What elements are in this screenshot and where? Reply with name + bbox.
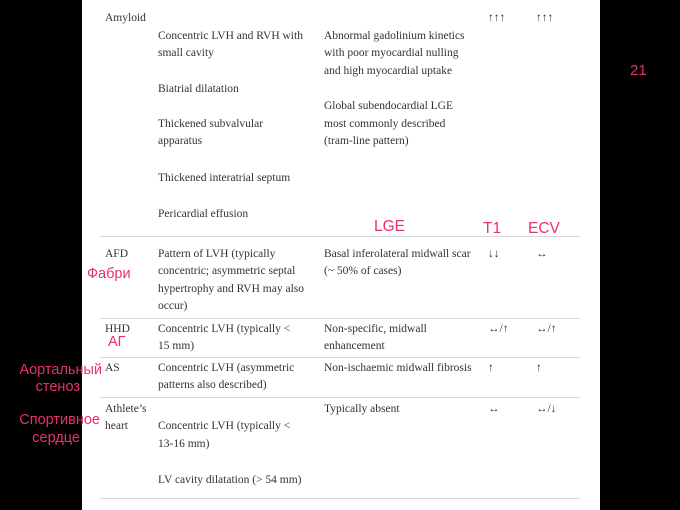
t1-value: ↑↑↑: [488, 12, 506, 24]
ecv-value: ↔/↑: [536, 323, 557, 335]
feature-text: Thickened interatrial septum: [158, 172, 291, 184]
t1-value: ↔: [488, 403, 500, 415]
ecv-value: ↔: [536, 248, 548, 260]
disease-hhd: HHD: [105, 323, 130, 335]
lge-text: (tram-line pattern): [324, 135, 409, 147]
lge-text: most commonly described: [324, 118, 446, 130]
annotation-athlete-heart: Спортивное: [19, 412, 100, 428]
t1-value: ↔/↑: [488, 323, 509, 335]
lge-text: and high myocardial uptake: [324, 65, 453, 77]
lge-text: enhancement: [324, 340, 385, 352]
disease-as: AS: [105, 362, 120, 374]
annotation-aortic-stenosis: Аортальный: [19, 362, 102, 378]
feature-text: Thickened subvalvular: [158, 118, 264, 130]
disease-amyloid: Amyloid: [105, 12, 146, 24]
ecv-value: ↑: [536, 362, 542, 374]
feature-text: occur): [158, 300, 188, 312]
annotation-fabry: Фабри: [87, 266, 131, 282]
feature-text: LV cavity dilatation (> 54 mm): [158, 474, 302, 486]
row-divider: [100, 236, 580, 237]
feature-text: concentric; asymmetric septal: [158, 265, 296, 277]
disease-athlete: heart: [105, 420, 128, 432]
t1-value: ↓↓: [488, 248, 500, 260]
lge-text: Non-ischaemic midwall fibrosis: [324, 362, 472, 374]
disease-athlete: Athlete’s: [105, 403, 147, 415]
row-divider: [100, 498, 580, 499]
feature-text: Concentric LVH and RVH with: [158, 30, 303, 42]
annotation-aortic-stenosis: стеноз: [35, 379, 80, 395]
row-divider: [100, 397, 580, 398]
feature-text: Pattern of LVH (typically: [158, 248, 276, 260]
lge-text: Global subendocardial LGE: [324, 100, 454, 112]
annotation-hypertension: АГ: [108, 334, 126, 350]
feature-text: Concentric LVH (typically <: [158, 420, 291, 432]
annotation-ecv: ECV: [528, 220, 560, 237]
lge-text: Typically absent: [324, 403, 400, 415]
slide-number: 21: [630, 62, 647, 79]
ecv-value: ↑↑↑: [536, 12, 554, 24]
feature-text: Pericardial effusion: [158, 208, 249, 220]
lge-text: Non-specific, midwall: [324, 323, 427, 335]
feature-text: Biatrial dilatation: [158, 83, 239, 95]
lge-text: Basal inferolateral midwall scar: [324, 248, 471, 260]
feature-text: small cavity: [158, 47, 214, 59]
feature-text: Concentric LVH (asymmetric: [158, 362, 295, 374]
annotation-t1: T1: [483, 220, 502, 237]
feature-text: patterns also described): [158, 379, 267, 391]
lge-text: with poor myocardial nulling: [324, 47, 459, 59]
annotation-lge: LGE: [374, 218, 406, 235]
row-divider: [100, 318, 580, 319]
feature-text: hypertrophy and RVH may also: [158, 283, 304, 295]
lge-text: (~ 50% of cases): [324, 265, 402, 277]
t1-value: ↑: [488, 362, 494, 374]
disease-afd: AFD: [105, 248, 129, 260]
feature-text: 13-16 mm): [158, 438, 210, 450]
ecv-value: ↔/↓: [536, 403, 557, 415]
feature-text: apparatus: [158, 135, 203, 147]
lge-text: Abnormal gadolinium kinetics: [324, 30, 465, 42]
feature-text: 15 mm): [158, 340, 195, 352]
feature-text: Concentric LVH (typically <: [158, 323, 291, 335]
row-divider: [100, 357, 580, 358]
annotation-athlete-heart: сердце: [32, 430, 80, 446]
